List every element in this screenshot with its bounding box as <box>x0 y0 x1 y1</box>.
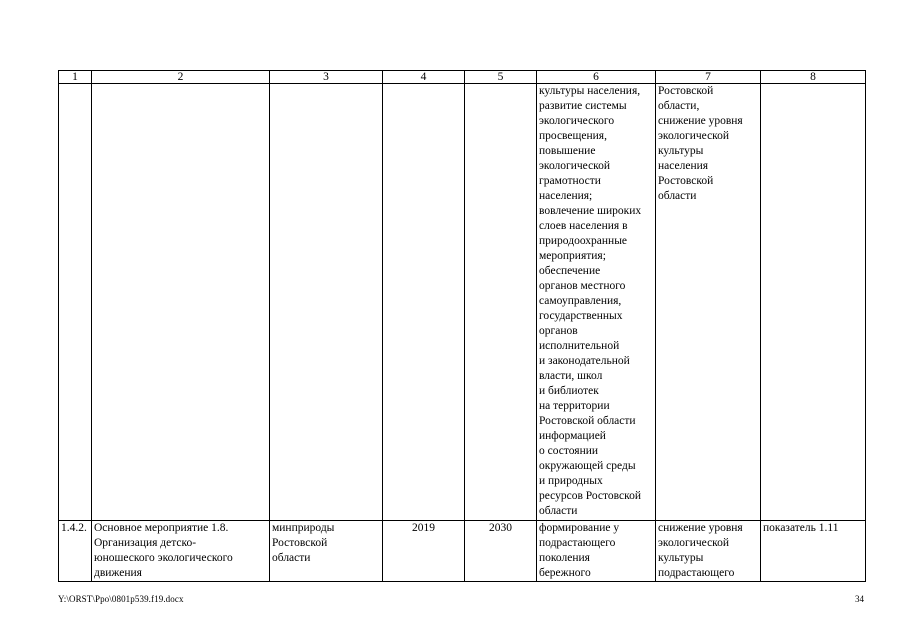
col-header: 8 <box>761 71 866 84</box>
text-line: и библиотек <box>539 385 599 397</box>
text-line: исполнительной <box>539 340 620 352</box>
text-line: бережного <box>539 567 591 579</box>
text-line: населения; <box>539 190 593 202</box>
text-line: Организация детско- <box>94 537 197 549</box>
text-line: культуры <box>658 552 704 564</box>
text-line: Ростовской <box>658 175 714 187</box>
text-line: снижение уровня <box>658 522 743 534</box>
text-line: информацией <box>539 430 606 442</box>
cell-start-year: 2019 <box>383 521 465 582</box>
text-line: формирование у <box>539 522 620 534</box>
text-line: и природных <box>539 475 603 487</box>
col-header: 4 <box>383 71 465 84</box>
text-line: экологической <box>658 130 730 142</box>
cell-expected-results <box>537 521 656 582</box>
text-line: подрастающего <box>658 567 735 579</box>
text-line: экологической <box>539 160 611 172</box>
text-line: Основное мероприятие 1.8. <box>94 522 229 534</box>
page-number: 34 <box>855 594 864 604</box>
text-line: области, <box>658 100 700 112</box>
text-line: на территории <box>539 400 610 412</box>
cell-empty <box>465 84 537 521</box>
text-line: природоохранные <box>539 235 628 247</box>
col-header: 1 <box>59 71 92 84</box>
cell-empty <box>270 84 383 521</box>
col-header: 3 <box>270 71 383 84</box>
text-line: снижение уровня <box>658 115 743 127</box>
cell-consequences <box>656 521 761 582</box>
table-row <box>59 84 866 521</box>
col-header: 6 <box>537 71 656 84</box>
text-line: самоуправления, <box>539 295 622 307</box>
text-line: просвещения, <box>539 130 607 142</box>
text-line: области <box>658 190 697 202</box>
text-line: органов <box>539 325 578 337</box>
text-line: области <box>539 505 578 517</box>
text-line: власти, школ <box>539 370 603 382</box>
header-row <box>59 71 866 84</box>
text-line: государственных <box>539 310 623 322</box>
text-line: развитие системы <box>539 100 627 112</box>
text-line: повышение <box>539 145 596 157</box>
text-line: грамотности <box>539 175 601 187</box>
cell-executor <box>270 521 383 582</box>
text-line: движения <box>94 567 142 579</box>
footer-file-path: Y:\ORST\Ppo\0801p539.f19.docx <box>58 594 184 604</box>
text-line: ресурсов Ростовской <box>539 490 642 502</box>
text-line: культуры населения, <box>539 85 641 97</box>
text-line: экологического <box>539 115 615 127</box>
text-line: Ростовской <box>272 537 328 549</box>
col-header: 2 <box>92 71 270 84</box>
text-line: обеспечение <box>539 265 601 277</box>
cell-expected-results <box>537 84 656 521</box>
text-line: области <box>272 552 311 564</box>
text-line: и законодательной <box>539 355 630 367</box>
cell-consequences <box>656 84 761 521</box>
cell-empty <box>59 84 92 521</box>
cell-empty <box>761 84 866 521</box>
text-line: культуры <box>658 145 704 157</box>
cell-empty <box>383 84 465 521</box>
text-line: слоев населения в <box>539 220 628 232</box>
col-header: 7 <box>656 71 761 84</box>
text-line: органов местного <box>539 280 626 292</box>
text-line: мероприятия; <box>539 250 606 262</box>
cell-activity-name <box>92 521 270 582</box>
text-line: населения <box>658 160 709 172</box>
col-header: 5 <box>465 71 537 84</box>
text-line: Ростовской области <box>539 415 636 427</box>
text-line: Ростовской <box>658 85 714 97</box>
cell-empty <box>92 84 270 521</box>
text-line: экологической <box>658 537 730 549</box>
text-line: поколения <box>539 552 590 564</box>
table-row <box>59 521 866 582</box>
cell-end-year: 2030 <box>465 521 537 582</box>
cell-number: 1.4.2. <box>59 521 92 582</box>
text-line: окружающей среды <box>539 460 636 472</box>
cell-indicator: показатель 1.11 <box>761 521 866 582</box>
program-table <box>58 70 866 582</box>
text-line: вовлечение широких <box>539 205 642 217</box>
text-line: о состоянии <box>539 445 599 457</box>
text-line: подрастающего <box>539 537 616 549</box>
text-line: минприроды <box>272 522 335 534</box>
text-line: юношеского экологического <box>94 552 233 564</box>
